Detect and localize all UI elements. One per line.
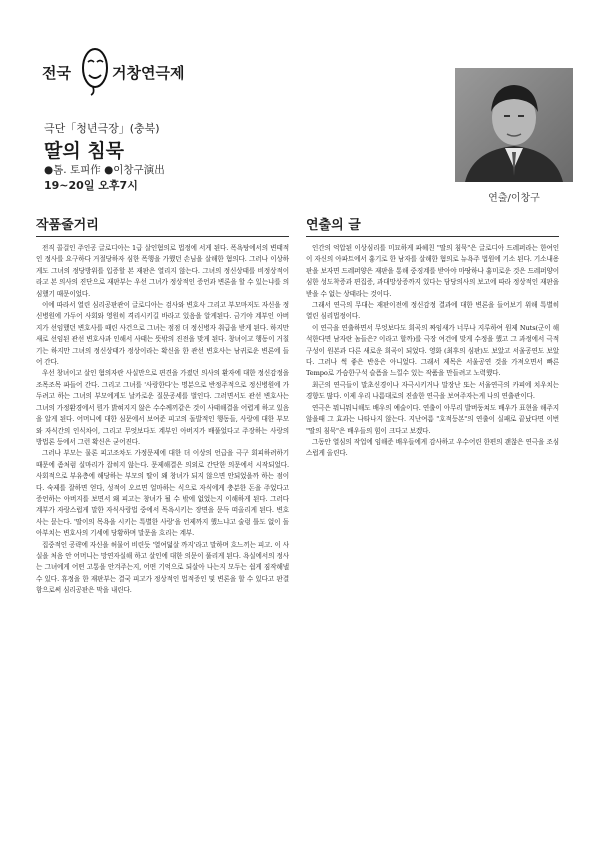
troupe-name: 극단「청년극장」(충북) xyxy=(44,122,160,135)
synopsis-paragraph: 전직 콜걸인 주인공 글로디아는 1급 살인혐의로 법정에 서게 된다. 폭욕탕에서의 변태적인 정사를 요구하다 거절당하자 심한 폭행을 가했던 손님을 살해한 혐의다. 그러나 이상하게도 그녀의 정당방위를 입증할 본 재판은 열리지 않는다. 그녀의 정신상태를 비정상적이라고 본 의사의 진단으로 재판부는 우선 그녀가 정상적인 증언과 변론을 할 수 있는냐를 의심했기 때문이었다. xyxy=(36,244,289,298)
synopsis-heading: 작품줄거리 xyxy=(36,214,289,237)
director-note-paragraph: 인간의 억압된 이상심리를 미묘하게 파헤친 "딸의 침묵"은 글로디아 드레퍼라는 한여인이 자신의 아파트에서 흉기로 한 남자를 살해한 혐의로 뉴욕주 법원에 기소 된다. 기소내용판을 보자면 드레퍼양은 재판을 통해 중징계를 받아야 마땅하나 흉미로운 것은 드레퍼양이 심한 성도착증과 편집증, 과대망상증까지 있다는 담당의사의 보고에 따라 정상적인 재판을 받을 수 없는 상태라는 것이다. xyxy=(306,244,559,298)
logo-text-festival: 거창연극제 xyxy=(112,64,185,82)
logo-text-nationwide: 전국 xyxy=(42,64,71,82)
synopsis-paragraph: 그러나 부모는 물론 피고조차도 가정문제에 대한 더 이상의 언급을 극구 회피하려하기 때문에 좀처럼 실마리가 잡히지 않는다. 문제해결은 의외로 간단한 의문에서 시작되었다. 사회적으로 부유층에 해당하는 부모의 딸이 왜 창녀가 되지 않으면 안되었을까 하는 점이다. 숙제를 잘하면 얻다, 성적이 오르면 얼마하는 식으로 자식에게 충분한 돈을 주었다고 증언하는 아버지를 보면서 왜 피고는 창녀가 될 수 밖에 없었는지 이해하게 된다. 그러다 계부가 자랑스럽게 말한 자식사랑법 중에서 목욕시키는 장면을 문득 떠올리게 된다. 변호사는 묻는다. '딸이의 목욕을 시키는 특별한 사랑'을 언제까지 했느냐고 술렁 틀도 없이 돌아부치는 변호사의 기세에 당황하며 말문을 흐리는 계부. xyxy=(36,449,289,538)
play-title: 딸의 침묵 xyxy=(44,140,125,162)
festival-logo xyxy=(42,44,242,102)
director-photo xyxy=(455,68,573,182)
director-note-paragraph: 연극은 뭐니뭐니해도 배우의 예술이다. 연출이 아무리 발버둥쳐도 배우가 표현을 해주지 않을때 그 효과는 나타나지 않는다. 지난여름 "호적등본"의 연출이 실패로 끝났다면 이번 "딸의 침묵"은 배우들의 힘이 크다고 보겠다. xyxy=(306,403,559,435)
synopsis-paragraph: 집중적인 공략에 자신을 허물어 비린듯 '열여덟살 까지'라고 말하며 흐느끼는 피고. 이 사실을 처음 안 어머니는 망연자실해 하고 살인에 대한 의문이 풀리게 된다. 욕실에서의 정사는 그녀에게 어떤 고통을 안겨주는지, 어떤 기억으로 되살아 나는지 모두는 쉽게 짐작해낼 수 있다. 휴정을 한 재판부는 결국 피고가 정상적인 법적증인 및 변론을 할 수 있다고 판결함으로써 심리공판은 막을 내린다. xyxy=(36,540,289,595)
director-note-paragraph: 그동안 열심의 작업에 임해준 배우들에게 감사하고 우수어린 한편의 괜찮은 연극을 조심스럽게 올린다. xyxy=(306,437,559,458)
performance-date: 19~20일 오후7시 xyxy=(44,179,138,192)
director-note-paragraph: 그래서 연극의 무대는 재판이전에 정신감정 결과에 대한 변론을 들어보기 위해 특별히 열린 심리법정이다. xyxy=(306,301,559,321)
director-note-section xyxy=(306,214,559,460)
director-note-heading: 연출의 글 xyxy=(306,214,559,237)
director-note-paragraph: 이 연극을 연출하면서 무엇보다도 희곡의 짜임새가 너무나 지루하여 원제 Nuts(군이 해석한다면 남자란 놈들은? 이라고 할까)를 극장 여건에 맞게 수정을 했고 그 과정에서 극적구성이 원본과 다른 새로운 희곡이 되었다. 영화 (최후의 심판)도 보았고 서울공연도 보았다. 그러나 썩 좋은 반응은 아니었다. 그래서 제목은 서울공연 것을 가져오면서 빠른 Tempo로 가슴한구석 슬픔을 느낄수 있는 작품을 만들려고 노력했다. xyxy=(306,323,559,378)
theater-mask-icon xyxy=(79,44,111,96)
synopsis-paragraph: 이에 따라서 열린 심리공판관이 글로디아는 검사와 변호사 그리고 부모마저도 자신을 정신병원에 가두어 사회와 영원히 격리시키길 바라고 있음을 알게된다. 금기야 계부인 아버지가 선임했던 변호사를 때린 사건으로 그녀는 점점 더 정신병자 취급을 받게 된다. 하지만 새로 선임된 관선 변호사과 인해서 사태는 뜻밖의 진전을 맞게 된다. 창녀이고 행동이 거칠기는 하지만 그녀의 정신상태가 정상이라는 확신을 한 관선 변호사는 남귀로운 변론에 들어 간다. xyxy=(36,301,289,367)
synopsis-section xyxy=(36,214,289,597)
play-credits: ●톰. 토피作 ●이창구演出 xyxy=(44,164,165,176)
photo-caption: 연출/이창구 xyxy=(488,193,540,204)
synopsis-paragraph: 우선 창녀이고 살인 혐의자란 사실만으로 편견을 가졌던 의사의 환자에 대한 정신감정을 조목조목 파들어 간다. 그리고 그녀를 '사랑한다'는 명분으로 반정주적으로 정신병원에 가두려고 하는 그녀의 부모에게도 날카로운 질문공세를 벌인다. 그러면서도 관선 변호사는 그녀의 가정환경에서 뭔가 밝혀지지 않은 수수께끼같은 것이 사태해결을 어렵게 하고 있음을 알게 된다. 어머니에 대한 심문에서 보여준 피고의 돌발적인 행동들, 사랑에 대한 부모와 자식간의 인식차이, 그리고 무엇보다도 계부인 아버지가 배풀었다고 주장하는 사랑의 방법론 등에서 그런 확신은 굳어진다. xyxy=(36,369,289,446)
director-note-paragraph: 최근의 연극들이 말초신경이나 자극시키거나 말장난 또는 서울연극의 카피에 치우치는 경향도 많다. 이제 우리 나름대로의 진솔한 연극을 보여주자는게 나의 연출관이다. xyxy=(306,380,559,401)
